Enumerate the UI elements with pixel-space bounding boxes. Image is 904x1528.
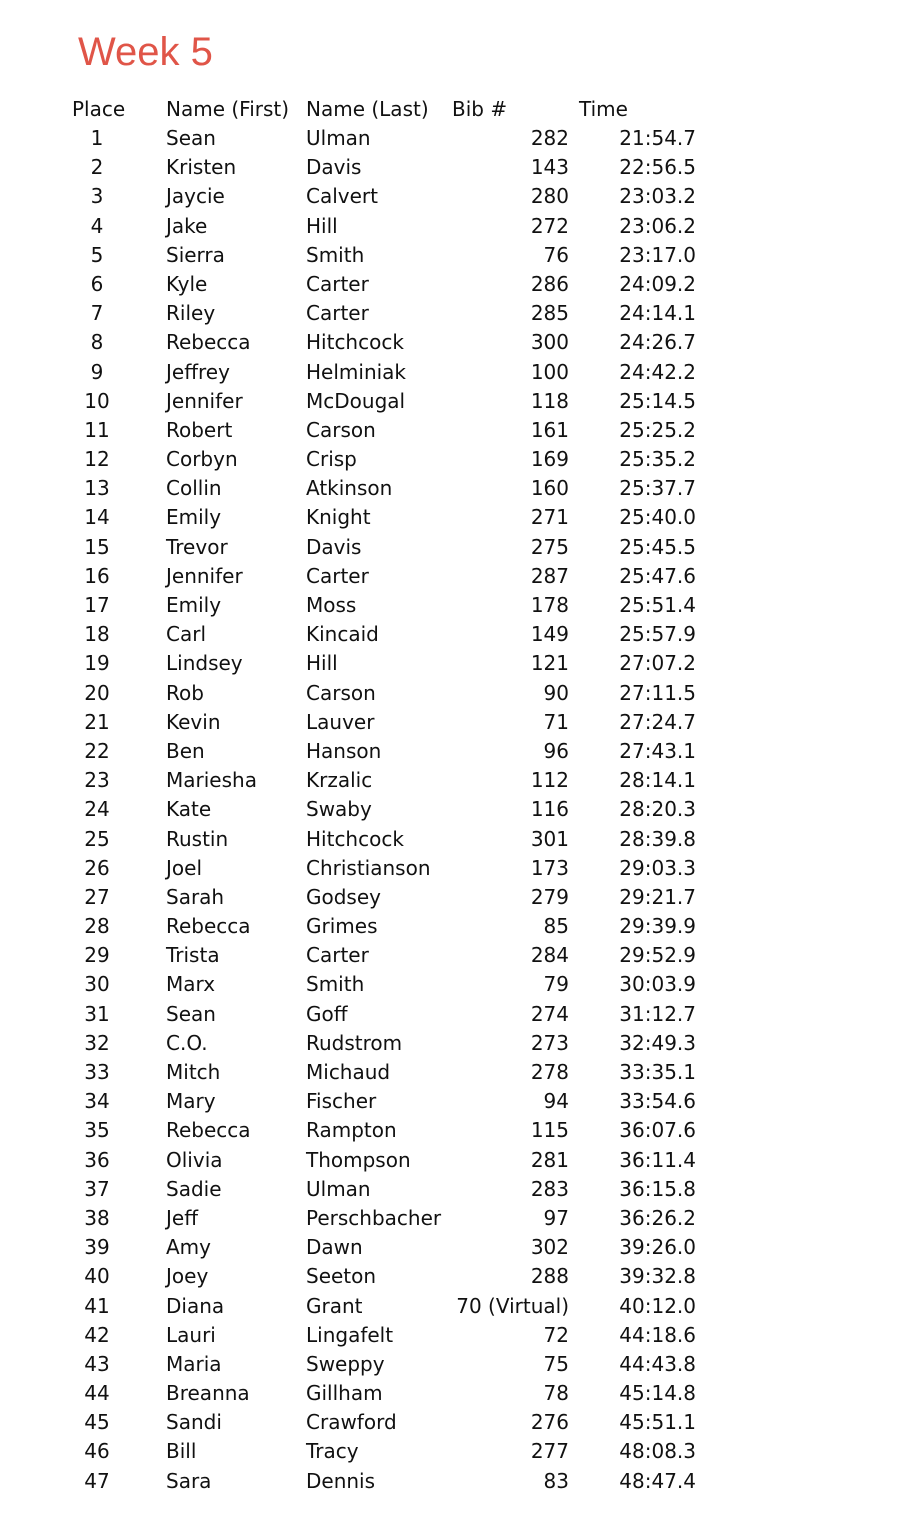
time-cell: 25:25.2 — [619, 417, 696, 442]
first-name-cell: Amy — [166, 1235, 211, 1260]
first-name-cell: Diana — [166, 1293, 225, 1318]
last-name-cell: Seeton — [306, 1264, 377, 1289]
last-name-cell: Dawn — [306, 1235, 363, 1260]
place-cell: 28 — [84, 914, 110, 939]
table-row — [0, 1321, 904, 1350]
table-row — [0, 1087, 904, 1116]
first-name-cell: Jaycie — [166, 184, 225, 209]
last-name-cell: Grant — [306, 1293, 363, 1318]
time-cell: 33:35.1 — [619, 1060, 696, 1084]
time-cell: 36:11.4 — [619, 1147, 696, 1172]
page-title: Week 5 — [78, 30, 213, 74]
last-name-cell: Carson — [306, 680, 376, 705]
last-name-cell: Rampton — [306, 1118, 397, 1143]
table-header-row — [0, 95, 904, 124]
time-cell: 32:49.3 — [619, 1030, 696, 1055]
table-row — [0, 1408, 904, 1437]
place-cell: 6 — [90, 271, 104, 296]
time-cell: 29:39.9 — [619, 914, 696, 939]
place-cell: 46 — [84, 1439, 110, 1464]
time-cell: 30:03.9 — [619, 972, 696, 997]
last-name-cell: Carter — [306, 943, 369, 968]
table-row — [0, 649, 904, 678]
table-row — [0, 562, 904, 591]
place-cell: 1 — [90, 126, 104, 150]
bib-cell: 285 — [530, 301, 569, 326]
time-cell: 29:21.7 — [619, 884, 696, 909]
place-cell: 9 — [90, 359, 104, 384]
place-cell: 42 — [84, 1322, 110, 1347]
last-name-cell: Grimes — [306, 914, 378, 939]
bib-cell: 121 — [530, 651, 569, 676]
first-name-cell: Sean — [166, 1001, 216, 1026]
bib-cell: 115 — [530, 1118, 569, 1143]
time-cell: 23:17.0 — [619, 242, 696, 267]
bib-cell: 97 — [543, 1205, 569, 1230]
first-name-cell: Breanna — [166, 1381, 250, 1406]
bib-cell: 169 — [530, 447, 569, 472]
place-cell: 11 — [84, 417, 110, 442]
last-name-cell: Ulman — [306, 126, 371, 150]
table-row — [0, 1233, 904, 1262]
time-cell: 29:03.3 — [619, 855, 696, 880]
time-cell: 36:15.8 — [619, 1176, 696, 1201]
table-row — [0, 912, 904, 941]
place-cell: 5 — [90, 242, 104, 267]
place-cell: 44 — [84, 1381, 110, 1406]
place-cell: 40 — [84, 1264, 110, 1289]
place-cell: 33 — [84, 1060, 110, 1084]
last-name-cell: Kincaid — [306, 622, 379, 647]
header-time: Time — [579, 97, 628, 121]
table-row — [0, 825, 904, 854]
table-row — [0, 299, 904, 328]
bib-cell: 149 — [530, 622, 569, 647]
first-name-cell: Jeffrey — [166, 359, 230, 384]
time-cell: 28:20.3 — [619, 797, 696, 822]
bib-cell: 272 — [530, 213, 569, 238]
time-cell: 45:51.1 — [619, 1410, 696, 1435]
place-cell: 10 — [84, 388, 110, 413]
time-cell: 48:08.3 — [619, 1439, 696, 1464]
last-name-cell: Davis — [306, 155, 362, 180]
first-name-cell: Rebecca — [166, 330, 251, 355]
table-row — [0, 1292, 904, 1321]
first-name-cell: Emily — [166, 593, 222, 617]
table-row — [0, 854, 904, 883]
last-name-cell: Helminiak — [306, 359, 407, 384]
time-cell: 28:14.1 — [619, 768, 696, 793]
bib-cell: 279 — [530, 884, 569, 909]
first-name-cell: Joel — [166, 855, 202, 880]
last-name-cell: Fischer — [306, 1089, 377, 1114]
last-name-cell: Crawford — [306, 1410, 397, 1435]
place-cell: 12 — [84, 447, 110, 472]
bib-cell: 90 — [543, 680, 569, 705]
bib-cell: 78 — [543, 1381, 569, 1406]
first-name-cell: Jeff — [166, 1205, 198, 1230]
bib-cell: 286 — [530, 271, 569, 296]
table-row — [0, 270, 904, 299]
bib-cell: 94 — [543, 1089, 569, 1114]
first-name-cell: Rebecca — [166, 914, 251, 939]
bib-cell: 300 — [530, 330, 569, 355]
time-cell: 39:26.0 — [619, 1235, 696, 1260]
place-cell: 32 — [84, 1030, 110, 1055]
place-cell: 39 — [84, 1235, 110, 1260]
table-row — [0, 358, 904, 387]
place-cell: 13 — [84, 476, 110, 501]
last-name-cell: Crisp — [306, 447, 357, 472]
place-cell: 35 — [84, 1118, 110, 1143]
table-row — [0, 620, 904, 649]
place-cell: 4 — [90, 213, 104, 238]
first-name-cell: Sierra — [166, 242, 225, 267]
time-cell: 27:11.5 — [619, 680, 696, 705]
place-cell: 38 — [84, 1205, 110, 1230]
place-cell: 27 — [84, 884, 110, 909]
first-name-cell: Marx — [166, 972, 216, 997]
bib-cell: 173 — [530, 855, 569, 880]
first-name-cell: Olivia — [166, 1147, 223, 1172]
time-cell: 40:12.0 — [619, 1293, 696, 1318]
last-name-cell: Gillham — [306, 1381, 383, 1406]
bib-cell: 281 — [530, 1147, 569, 1172]
table-row — [0, 533, 904, 562]
table-row — [0, 153, 904, 182]
first-name-cell: Jennifer — [166, 563, 243, 588]
time-cell: 25:14.5 — [619, 388, 696, 413]
first-name-cell: Rebecca — [166, 1118, 251, 1143]
last-name-cell: Goff — [306, 1001, 348, 1026]
header-first-name: Name (First) — [166, 97, 290, 121]
bib-cell: 79 — [543, 972, 569, 997]
header-last-name: Name (Last) — [306, 97, 429, 121]
place-cell: 15 — [84, 534, 110, 559]
last-name-cell: Hill — [306, 213, 338, 238]
bib-cell: 301 — [530, 826, 569, 851]
last-name-cell: Lauver — [306, 709, 375, 734]
time-cell: 36:07.6 — [619, 1118, 696, 1143]
first-name-cell: Sarah — [166, 884, 225, 909]
time-cell: 22:56.5 — [619, 155, 696, 180]
last-name-cell: Sweppy — [306, 1351, 385, 1376]
bib-cell: 116 — [530, 797, 569, 822]
table-row — [0, 474, 904, 503]
bib-cell: 75 — [543, 1351, 569, 1376]
first-name-cell: Trevor — [166, 534, 228, 559]
last-name-cell: Christianson — [306, 855, 431, 880]
table-row — [0, 1467, 904, 1496]
first-name-cell: Rob — [166, 680, 204, 705]
place-cell: 21 — [84, 709, 110, 734]
place-cell: 31 — [84, 1001, 110, 1026]
bib-cell: 273 — [530, 1030, 569, 1055]
place-cell: 37 — [84, 1176, 110, 1201]
time-cell: 24:09.2 — [619, 271, 696, 296]
table-row — [0, 941, 904, 970]
table-row — [0, 883, 904, 912]
last-name-cell: Thompson — [306, 1147, 411, 1172]
place-cell: 3 — [90, 184, 104, 209]
last-name-cell: Michaud — [306, 1060, 391, 1084]
place-cell: 26 — [84, 855, 110, 880]
last-name-cell: Carter — [306, 301, 369, 326]
first-name-cell: Robert — [166, 417, 233, 442]
first-name-cell: Kristen — [166, 155, 237, 180]
time-cell: 45:14.8 — [619, 1381, 696, 1406]
last-name-cell: McDougal — [306, 388, 406, 413]
table-row — [0, 387, 904, 416]
place-cell: 47 — [84, 1468, 110, 1493]
table-row — [0, 182, 904, 211]
table-row — [0, 1204, 904, 1233]
table-body — [0, 124, 904, 1496]
place-cell: 29 — [84, 943, 110, 968]
table-row — [0, 328, 904, 357]
last-name-cell: Carter — [306, 563, 369, 588]
place-cell: 45 — [84, 1410, 110, 1435]
bib-cell: 287 — [530, 563, 569, 588]
bib-cell: 70 (Virtual) — [456, 1293, 569, 1318]
time-cell: 29:52.9 — [619, 943, 696, 968]
first-name-cell: Sean — [166, 126, 216, 150]
first-name-cell: Sara — [166, 1468, 212, 1493]
first-name-cell: Sandi — [166, 1410, 222, 1435]
first-name-cell: Corbyn — [166, 447, 238, 472]
last-name-cell: Smith — [306, 242, 365, 267]
first-name-cell: Joey — [166, 1264, 209, 1289]
last-name-cell: Hanson — [306, 738, 382, 763]
first-name-cell: Riley — [166, 301, 216, 326]
bib-cell: 83 — [543, 1468, 569, 1493]
bib-cell: 280 — [530, 184, 569, 209]
time-cell: 24:14.1 — [619, 301, 696, 326]
last-name-cell: Krzalic — [306, 768, 373, 793]
bib-cell: 85 — [543, 914, 569, 939]
first-name-cell: Bill — [166, 1439, 197, 1464]
table-row — [0, 591, 904, 620]
place-cell: 19 — [84, 651, 110, 676]
place-cell: 43 — [84, 1351, 110, 1376]
table-row — [0, 445, 904, 474]
place-cell: 34 — [84, 1089, 110, 1114]
time-cell: 25:40.0 — [619, 505, 696, 530]
time-cell: 48:47.4 — [619, 1468, 696, 1493]
time-cell: 23:06.2 — [619, 213, 696, 238]
last-name-cell: Tracy — [306, 1439, 359, 1464]
time-cell: 25:37.7 — [619, 476, 696, 501]
time-cell: 27:43.1 — [619, 738, 696, 763]
place-cell: 2 — [90, 155, 104, 180]
first-name-cell: Maria — [166, 1351, 222, 1376]
last-name-cell: Smith — [306, 972, 365, 997]
table-row — [0, 241, 904, 270]
bib-cell: 271 — [530, 505, 569, 530]
time-cell: 25:35.2 — [619, 447, 696, 472]
bib-cell: 283 — [530, 1176, 569, 1201]
first-name-cell: Sadie — [166, 1176, 222, 1201]
first-name-cell: Trista — [166, 943, 220, 968]
first-name-cell: Jake — [166, 213, 208, 238]
first-name-cell: Ben — [166, 738, 205, 763]
place-cell: 23 — [84, 768, 110, 793]
last-name-cell: Lingafelt — [306, 1322, 394, 1347]
bib-cell: 143 — [530, 155, 569, 180]
place-cell: 14 — [84, 505, 110, 530]
time-cell: 25:57.9 — [619, 622, 696, 647]
first-name-cell: Kate — [166, 797, 212, 822]
bib-cell: 276 — [530, 1410, 569, 1435]
time-cell: 25:45.5 — [619, 534, 696, 559]
first-name-cell: Mitch — [166, 1060, 221, 1084]
place-cell: 7 — [90, 301, 104, 326]
place-cell: 8 — [90, 330, 104, 355]
bib-cell: 72 — [543, 1322, 569, 1347]
bib-cell: 112 — [530, 768, 569, 793]
table-row — [0, 1175, 904, 1204]
first-name-cell: Emily — [166, 505, 222, 530]
table-row — [0, 795, 904, 824]
first-name-cell: Lauri — [166, 1322, 216, 1347]
last-name-cell: Davis — [306, 534, 362, 559]
table-row — [0, 1029, 904, 1058]
last-name-cell: Perschbacher — [306, 1205, 442, 1230]
place-cell: 20 — [84, 680, 110, 705]
time-cell: 23:03.2 — [619, 184, 696, 209]
first-name-cell: Mariesha — [166, 768, 257, 793]
table-row — [0, 503, 904, 532]
first-name-cell: Rustin — [166, 826, 229, 851]
bib-cell: 274 — [530, 1001, 569, 1026]
bib-cell: 302 — [530, 1235, 569, 1260]
table-row — [0, 766, 904, 795]
table-row — [0, 1000, 904, 1029]
first-name-cell: Kevin — [166, 709, 221, 734]
bib-cell: 284 — [530, 943, 569, 968]
time-cell: 28:39.8 — [619, 826, 696, 851]
time-cell: 25:51.4 — [619, 593, 696, 617]
table-row — [0, 708, 904, 737]
bib-cell: 71 — [543, 709, 569, 734]
first-name-cell: Jennifer — [166, 388, 243, 413]
first-name-cell: Kyle — [166, 271, 208, 296]
place-cell: 25 — [84, 826, 110, 851]
last-name-cell: Dennis — [306, 1468, 376, 1493]
time-cell: 24:42.2 — [619, 359, 696, 384]
header-place: Place — [72, 97, 126, 121]
bib-cell: 288 — [530, 1264, 569, 1289]
place-cell: 18 — [84, 622, 110, 647]
bib-cell: 76 — [543, 242, 569, 267]
table-row — [0, 1437, 904, 1466]
bib-cell: 160 — [530, 476, 569, 501]
table-row — [0, 1379, 904, 1408]
last-name-cell: Knight — [306, 505, 371, 530]
table-row — [0, 1146, 904, 1175]
place-cell: 30 — [84, 972, 110, 997]
time-cell: 44:43.8 — [619, 1351, 696, 1376]
last-name-cell: Godsey — [306, 884, 381, 909]
time-cell: 44:18.6 — [619, 1322, 696, 1347]
first-name-cell: Lindsey — [166, 651, 243, 676]
last-name-cell: Ulman — [306, 1176, 371, 1201]
bib-cell: 275 — [530, 534, 569, 559]
table-row — [0, 737, 904, 766]
last-name-cell: Atkinson — [306, 476, 393, 501]
last-name-cell: Hitchcock — [306, 330, 404, 355]
last-name-cell: Hill — [306, 651, 338, 676]
last-name-cell: Calvert — [306, 184, 378, 209]
last-name-cell: Swaby — [306, 797, 372, 822]
place-cell: 17 — [84, 593, 110, 617]
bib-cell: 277 — [530, 1439, 569, 1464]
time-cell: 25:47.6 — [619, 563, 696, 588]
time-cell: 33:54.6 — [619, 1089, 696, 1114]
last-name-cell: Hitchcock — [306, 826, 404, 851]
place-cell: 36 — [84, 1147, 110, 1172]
table-row — [0, 1116, 904, 1145]
time-cell: 39:32.8 — [619, 1264, 696, 1289]
place-cell: 41 — [84, 1293, 110, 1318]
results-table — [0, 95, 904, 1496]
table-row — [0, 1350, 904, 1379]
last-name-cell: Carter — [306, 271, 369, 296]
table-row — [0, 416, 904, 445]
table-row — [0, 1262, 904, 1291]
table-row — [0, 679, 904, 708]
first-name-cell: C.O. — [166, 1030, 208, 1055]
time-cell: 24:26.7 — [619, 330, 696, 355]
bib-cell: 118 — [530, 388, 569, 413]
place-cell: 22 — [84, 738, 110, 763]
table-row — [0, 1058, 904, 1087]
time-cell: 31:12.7 — [619, 1001, 696, 1026]
last-name-cell: Rudstrom — [306, 1030, 403, 1055]
bib-cell: 282 — [530, 126, 569, 150]
bib-cell: 278 — [530, 1060, 569, 1084]
first-name-cell: Carl — [166, 622, 206, 647]
table-row — [0, 124, 904, 153]
time-cell: 27:07.2 — [619, 651, 696, 676]
bib-cell: 100 — [530, 359, 569, 384]
bib-cell: 161 — [530, 417, 569, 442]
first-name-cell: Collin — [166, 476, 222, 501]
last-name-cell: Moss — [306, 593, 357, 617]
table-row — [0, 970, 904, 999]
bib-cell: 178 — [530, 593, 569, 617]
first-name-cell: Mary — [166, 1089, 216, 1114]
place-cell: 16 — [84, 563, 110, 588]
time-cell: 27:24.7 — [619, 709, 696, 734]
last-name-cell: Carson — [306, 417, 376, 442]
table-row — [0, 212, 904, 241]
time-cell: 36:26.2 — [619, 1205, 696, 1230]
place-cell: 24 — [84, 797, 110, 822]
time-cell: 21:54.7 — [619, 126, 696, 150]
bib-cell: 96 — [543, 738, 569, 763]
header-bib: Bib # — [452, 97, 508, 121]
